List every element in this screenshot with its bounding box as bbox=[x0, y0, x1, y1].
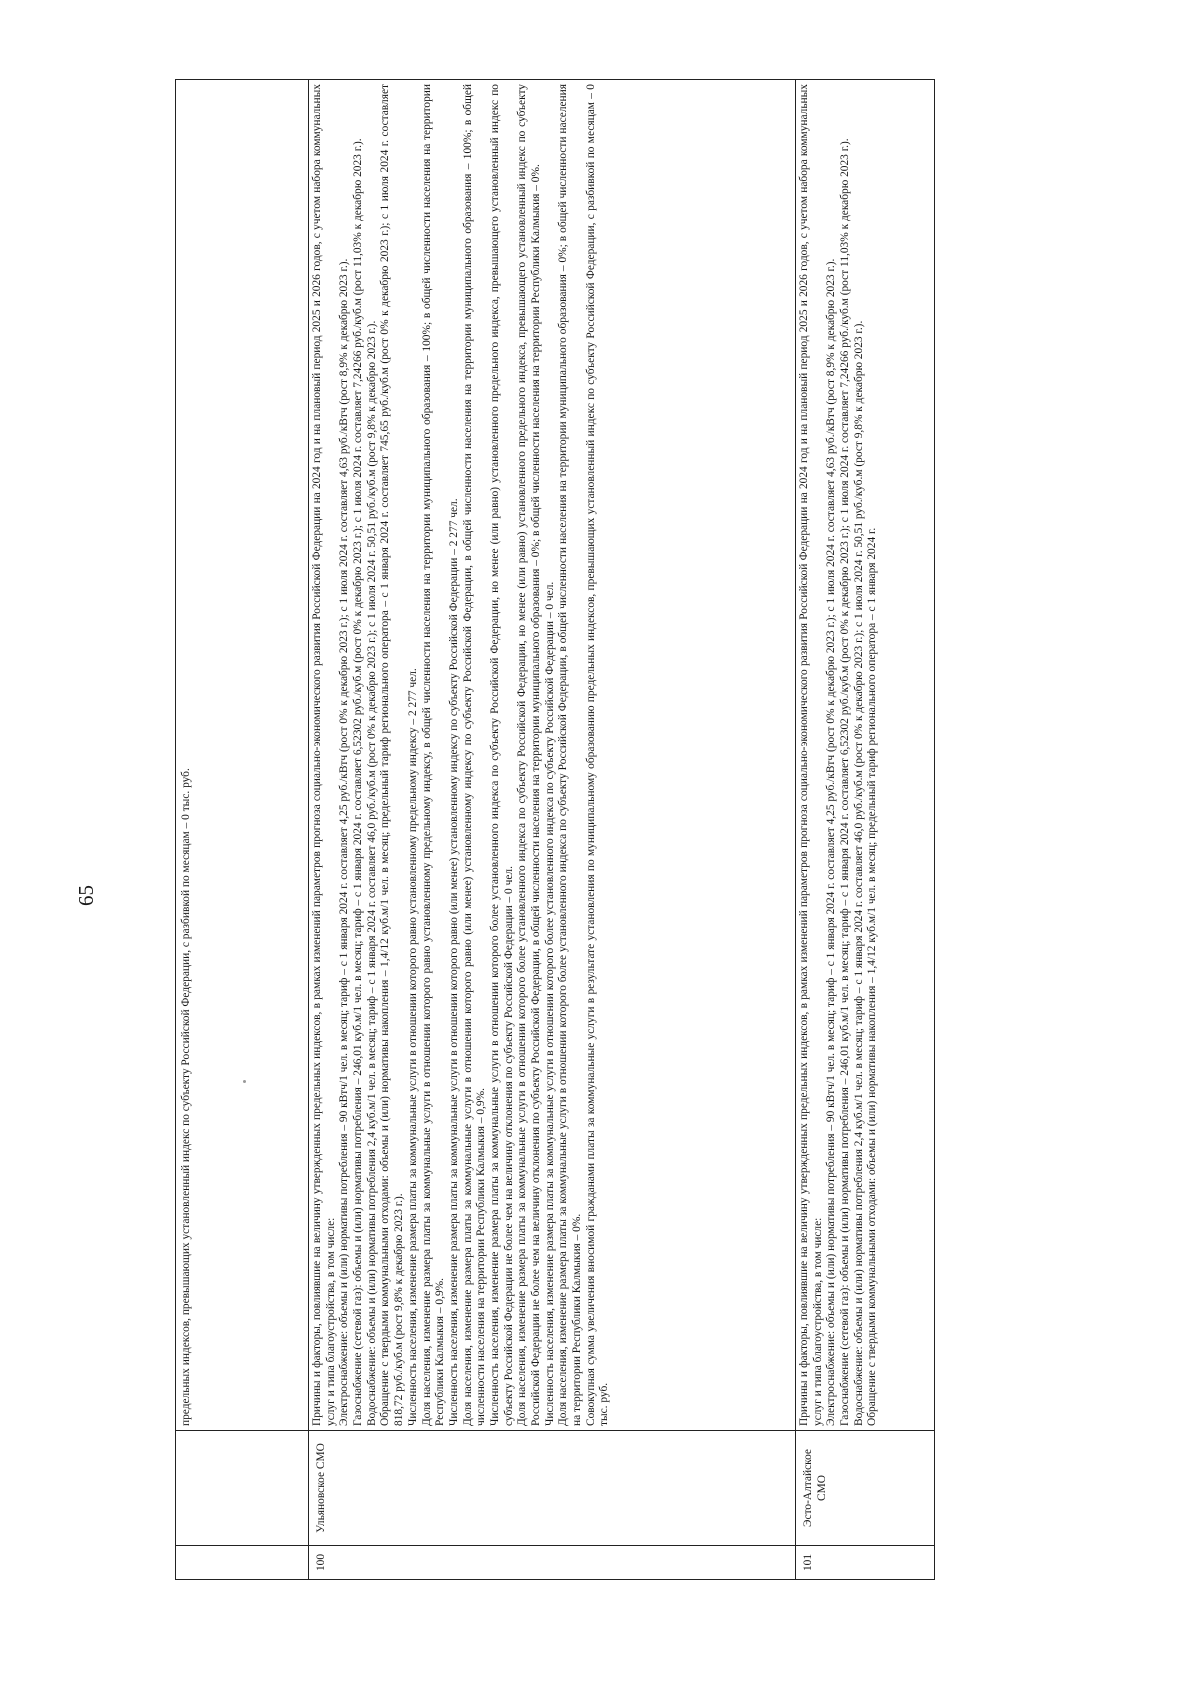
paragraph: Численность населения, изменение размера платы за коммунальные услуги в отношении которого более установленного индекса по субъекту Российской Федерации – 0 чел. bbox=[543, 581, 556, 1426]
description-cell bbox=[309, 80, 796, 1431]
paragraph: Численность населения, изменение размера платы за коммунальные услуги в отношении которого равно установленному предельному индексу – 2 277 чел. bbox=[406, 668, 419, 1426]
table-row bbox=[309, 80, 796, 1580]
paragraph: Доля населения, изменение размера платы за коммунальные услуги в отношении которого равно (или менее) установленному индексу по субъекту Российской Федерации, в общей численности населения на территории муниципального образования – 100%; в общей численности населения на территории Республики Калмыкия – 0,9%. bbox=[461, 84, 488, 1426]
row-number: 101 bbox=[796, 1546, 935, 1580]
paragraph: Совокупная сумма увеличения вносимой гражданами платы за коммунальные услуги в результате установления по муниципальному образованию предельных индексов, превышающих установленный индекс по субъекту Российской Федерации, с разбивкой по месяцам – 0 тыс. руб. bbox=[584, 84, 611, 1426]
paragraph: Газоснабжение (сетевой газ): объемы и (или) нормативы потребления – 246,01 куб.м/1 чел. в месяц; тариф – с 1 января 2024 г. составляет 6,52302 руб./куб.м (рост 0% к декабрю 2023 г.); с 1 июля 2024 г. составляет 7,24266 руб./куб.м (рост 11,03% к декабрю 2023 г.). bbox=[352, 138, 365, 1426]
paragraph: Доля населения, изменение размера платы за коммунальные услуги в отношении которого равно установленному предельному индексу, в общей численности населения на территории муниципального образования – 100%; в общей численности населения на территории Республики Калмыкия – 0,9%. bbox=[420, 84, 447, 1426]
table-row bbox=[796, 80, 935, 1580]
paragraph: Причины и факторы, повлиявшие на величину утвержденных предельных индексов, в рамках изменений параметров прогноза социально-экономического развития Российской Федерации на 2024 год и на плановый период 2025 и 2026 годов, с учетом набора коммунальных услуг и типа благоустройства, в том числе: bbox=[798, 84, 824, 1426]
paragraph: Водоснабжение: объемы и (или) нормативы потребления 2,4 куб.м/1 чел. в месяц; тариф – с 1 января 2024 г. составляет 46,0 руб./куб.м (рост 0% к декабрю 2023 г.); с 1 июля 2024 г. 50,51 руб./куб.м (рост 9,8% к декабрю 2023 г.). bbox=[365, 320, 378, 1426]
rotated-page bbox=[175, 80, 1175, 1580]
paragraph: Обращение с твердыми коммунальными отходами: объемы и (или) нормативы накопления – 1,4/12 куб.м/1 чел. в месяц; предельный тариф регионального оператора – с 1 января 2024 г. bbox=[866, 527, 879, 1426]
paragraph: Водоснабжение: объемы и (или) нормативы потребления 2,4 куб.м/1 чел. в месяц; тариф – с 1 января 2024 г. составляет 46,0 руб./куб.м (рост 0% к декабрю 2023 г.); с 1 июля 2024 г. 50,51 руб./куб.м (рост 9,8% к декабрю 2023 г.). bbox=[852, 320, 865, 1426]
page-number: 65 bbox=[74, 885, 98, 906]
table-row-continuation bbox=[176, 80, 309, 1580]
municipality-name: Эсто-Алтайское СМО bbox=[796, 1431, 935, 1546]
paragraph: Причины и факторы, повлиявшие на величину утвержденных предельных индексов, в рамках изменений параметров прогноза социально-экономического развития Российской Федерации на 2024 год и на плановый период 2025 и 2026 годов, с учетом набора коммунальных услуг и типа благоустройства, в том числе: bbox=[311, 84, 337, 1426]
continuation-paragraph: предельных индексов, превышающих установленный индекс по субъекту Российской Федерации, с разбивкой по месяцам – 0 тыс. руб. bbox=[180, 768, 192, 1426]
paragraph: Доля населения, изменение размера платы за коммунальные услуги в отношении которого более установленного индекса по субъекту Российской Федерации, но менее (или равно) установленного предельного индекса, превышающего установленный индекс по субъекту Российской Федерации не более чем на величину отклонения по субъекту Российской Федерации, в общей численности населения на территории муниципального образования – 0%; в общей численности населения на территории Республики Калмыкия – 0%. bbox=[516, 84, 542, 1426]
cell-num-empty bbox=[176, 1546, 309, 1580]
paragraph: Численность населения, изменение размера платы за коммунальные услуги в отношении которого равно (или менее) установленному индексу по субъекту Российской Федерации – 2 277 чел. bbox=[447, 498, 460, 1426]
paragraph: Доля населения, изменение размера платы за коммунальные услуги в отношении которого более установленного индекса по субъекту Российской Федерации, в общей численности населения на территории муниципального образования – 0%; в общей численности населения на территории Республики Калмыкия – 0%. bbox=[557, 84, 584, 1426]
municipality-name: Ульяновское СМО bbox=[309, 1431, 796, 1546]
continuation-text bbox=[176, 80, 309, 1431]
cell-name-empty bbox=[176, 1431, 309, 1546]
row-number: 100 bbox=[309, 1546, 796, 1580]
paragraph: Электроснабжение: объемы и (или) нормативы потребления – 90 кВтч/1 чел. в месяц; тариф – с 1 января 2024 г. составляет 4,25 руб./кВтч (рост 0% к декабрю 2023 г.); с 1 июля 2024 г. составляет 4,63 руб./кВтч (рост 8,9% к декабрю 2023 г.). bbox=[338, 258, 351, 1426]
paragraph: Обращение с твердыми коммунальными отходами: объемы и (или) нормативы накопления – 1,4/12 куб.м/1 чел. в месяц; предельный тариф регионального оператора – с 1 января 2024 г. составляет 745,65 руб./куб.м (рост 0% к декабрю 2023 г.); с 1 июля 2024 г. составляет 818,72 руб./куб.м (рост 9,8% к декабрю 2023 г.). bbox=[379, 84, 406, 1426]
paragraph: Численность населения, изменение размера платы за коммунальные услуги в отношении которого более установленного индекса по субъекту Российской Федерации, но менее (или равно) установленного предельного индекса, превышающего установленный индекс по субъекту Российской Федерации не более чем на величину отклонения по субъекту Российской Федерации – 0 чел. bbox=[488, 84, 515, 1426]
paragraph: Газоснабжение (сетевой газ): объемы и (или) нормативы потребления – 246,01 куб.м/1 чел. в месяц; тариф – с 1 января 2024 г. составляет 6,52302 руб./куб.м (рост 0% к декабрю 2023 г.); с 1 июля 2024 г. составляет 7,24266 руб./куб.м (рост 11,03% к декабрю 2023 г.). bbox=[839, 138, 852, 1426]
paragraph: Электроснабжение: объемы и (или) нормативы потребления – 90 кВтч/1 чел. в месяц; тариф – с 1 января 2024 г. составляет 4,25 руб./кВтч (рост 0% к декабрю 2023 г.); с 1 июля 2024 г. составляет 4,63 руб./кВтч (рост 8,9% к декабрю 2023 г.). bbox=[825, 258, 838, 1426]
description-cell bbox=[796, 80, 935, 1431]
indices-table bbox=[175, 79, 935, 1580]
